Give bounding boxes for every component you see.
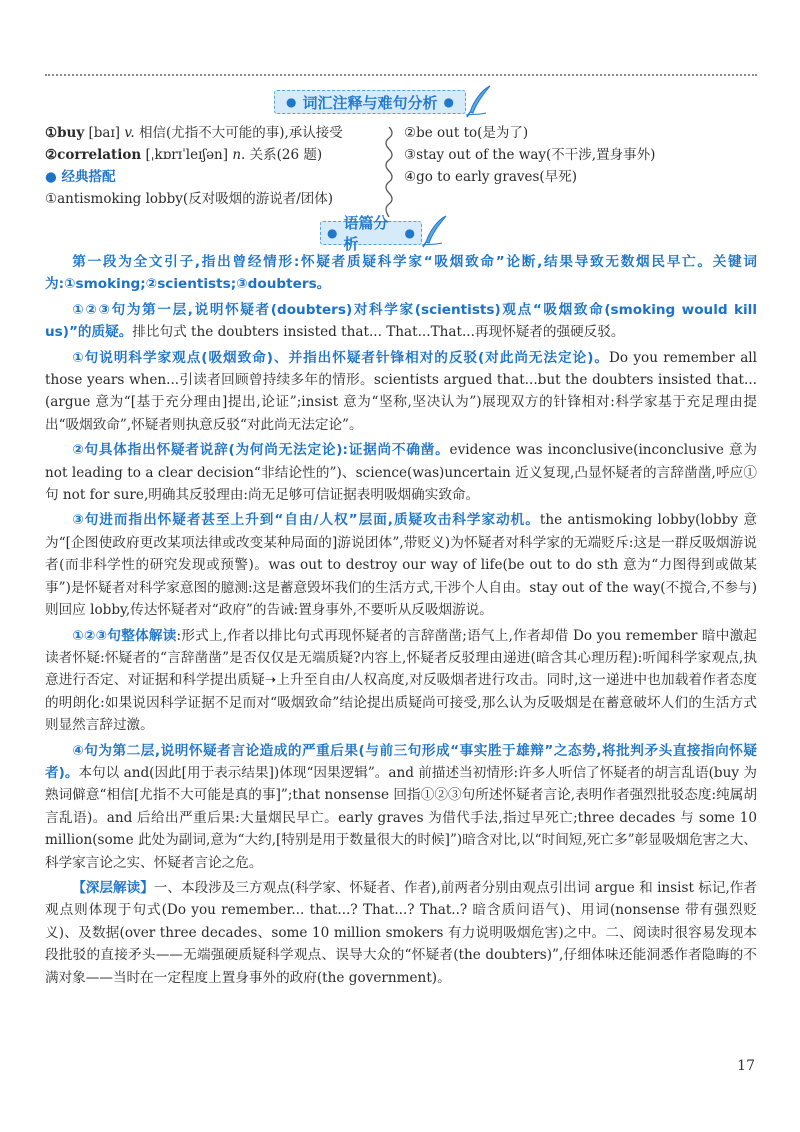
sentence2-heading: ②句具体指出怀疑者说辞(为何尚无法定论):证据尚不确凿。: [72, 442, 450, 459]
vocab-left-column: [45, 122, 385, 210]
vocab-entry-correlation: [45, 144, 385, 166]
deep-reading-text: 一、本段涉及三方观点(科学家、怀疑者、作者),前两者分别由观点引出词 argue 和 insist 标记,作者观点则体现于句式(Do you remember... that...? That...? That..? 暗含质问语气)、用词(nonsense 带有强烈贬义)、及数据(over three decades、some 10 million smokers 有力说明吸烟危害)之中。二、阅读时很容易发现本段批驳的直接矛头——无端强硬质疑科学观点、误导大众的“怀疑者(the doubters)”,仔细体味还能洞悉作者隐晦的不满对象——当时在一定程度上置身事外的政府(the government)。: [45, 879, 757, 986]
banner-dot-icon: ●: [404, 226, 415, 240]
paragraph-overall: [45, 625, 757, 737]
sentence3-heading: ③句进而指出怀疑者甚至上升到“自由/人权”层面,质疑攻击科学家动机。: [72, 512, 540, 529]
vocab-definition: 相信(尤指不大可能的事),承认接受: [138, 125, 343, 141]
overall-heading: ①②③句整体解读: [72, 627, 177, 644]
paragraph-layer1: [45, 299, 757, 344]
paragraph-deep-reading: [45, 877, 757, 989]
phrase-entry: ④go to early graves(早死): [404, 169, 577, 185]
top-dotted-rule: [45, 74, 757, 76]
paragraph-layer2: [45, 740, 757, 874]
paragraph-intro: [45, 251, 757, 296]
vocab-pos: v.: [124, 125, 135, 141]
phrase-entry: ②be out to(是为了): [404, 125, 529, 141]
page-number: 17: [737, 1058, 755, 1074]
vocab-phonetic: [baɪ]: [88, 125, 121, 141]
quill-icon: [420, 214, 450, 248]
banner-dot-icon: ●: [286, 95, 297, 109]
quill-icon: [464, 84, 494, 118]
vocab-section-banner: [274, 90, 466, 114]
vocab-entry-buy: [45, 122, 385, 144]
phrase-entry: ③stay out of the way(不干涉,置身事外): [404, 147, 656, 163]
paragraph-sentence1: [45, 347, 757, 437]
discourse-section-title: 语篇分析: [343, 214, 389, 253]
collocation-entry: ①antismoking lobby(反对吸烟的游说者/团体): [45, 191, 334, 207]
layer1-heading: ①②③句为第一层,说明怀疑者(doubters)对科学家(scientists)观点“吸烟致命(smoking would kill us)”的质疑。: [45, 301, 757, 341]
sentence1-text: Do you remember all those years when...引读者回顾曾持续多年的情形。scientists argued that...but the doubters insisted that...(argue 意为“[基于充分理由]提出,论证”;insist 意为“坚称,坚决认为”)展现双方的针锋相对:科学家基于充足理由提出“吸烟致命”,怀疑者则执意反驳“对此尚无法定论”。: [45, 349, 758, 433]
deep-reading-label: 【深层解读】: [72, 879, 154, 896]
paragraph-sentence3: [45, 509, 757, 621]
layer1-text: 排比句式 the doubters insisted that... That...That...再现怀疑者的强硬反驳。: [132, 324, 625, 341]
vocab-phonetic: [ˌkɒrɪˈleɪʃən]: [145, 147, 229, 163]
analysis-body: [45, 251, 757, 992]
vocab-pos: n.: [232, 147, 246, 163]
paragraph-sentence2: [45, 439, 757, 506]
vocab-section-title: 词汇注释与难句分析: [302, 93, 438, 112]
banner-dot-icon: ●: [327, 226, 338, 240]
sentence3-text: the antismoking lobby(lobby 意为“[企图使政府更改某项法律或改变某种局面的]游说团体”,带贬义)为怀疑者对科学家的无端贬斥:这是一群反吸烟游说者(而非科学性的研究发现或预警)。was out to destroy our way of life(be out to do sth 意为“力图得到或做某事”)是怀疑者对科学家意图的臆测:这是蓄意毁坏我们的生活方式,干涉个人自由。stay out of the way(不搅合,不参与)则回应 lobby,传达怀疑者对“政府”的告诫:置身事外,不要听从反吸烟游说。: [45, 512, 757, 619]
vocab-word: ②correlation: [45, 147, 142, 163]
sentence1-heading: ①句说明科学家观点(吸烟致命)、并指出怀疑者针锋相对的反驳(对此尚无法定论)。: [72, 349, 609, 366]
vocab-definition: 关系(26 题): [249, 147, 323, 163]
layer2-heading: ④句为第二层,说明怀疑者言论造成的严重后果(与前三句形成“事实胜于雄辩”之态势,将批判矛头直接指向怀疑者)。: [45, 742, 757, 781]
chain-divider-icon: [383, 127, 395, 217]
intro-summary: 第一段为全文引子,指出曾经情形:怀疑者质疑科学家“吸烟致命”论断,结果导致无数烟民早亡。关键词为:①smoking;②scientists;③doubters。: [45, 254, 757, 293]
collocation-heading: ● 经典搭配: [45, 169, 116, 185]
layer2-text: 本句以 and(因此[用于表示结果])体现“因果逻辑”。and 前描述当初情形:许多人听信了怀疑者的胡言乱语(buy 为熟词僻意“相信[尤指不大可能是真的事]”;that nonsense 回指①②③句所述怀疑者言论,表明作者强烈批驳态度:纯属胡言乱语)。and 后给出严重后果:大量烟民早亡。early graves 为借代手法,指过早死亡;three decades 与 some 10 million(some 此处为副词,意为“大约,[特别是用于数量很大的时候]”)暗含对比,以“时间短,死亡多”彰显吸烟危害之大、科学家言论之实、怀疑者言论之危。: [45, 764, 757, 871]
sentence2-text: evidence was inconclusive(inconclusive 意为 not leading to a clear decision“非结论性的”)、science(was)uncertain 近义复现,凸显怀疑者的言辞凿凿,呼应①句 not for sure,明确其反驳理由:尚无足够可信证据表明吸烟确实致命。: [45, 442, 757, 504]
vocab-right-column: [404, 122, 764, 188]
vocab-word: ①buy: [45, 125, 85, 141]
discourse-section-banner: [320, 214, 422, 253]
banner-dot-icon: ●: [443, 95, 454, 109]
overall-text: :形式上,作者以排比句式再现怀疑者的言辞凿凿;语气上,作者却借 Do you remember 暗中激起读者怀疑:怀疑者的“言辞凿凿”是否仅仅是无端质疑?内容上,怀疑者反驳理由递进(暗含其心理历程):听闻科学家观点,执意进行否定、对证据和科学提出质疑➝上升至自由/人权高度,对反吸烟者进行攻击。同时,这一递进中也加载着作者态度的明朗化:如果说因科学证据不足而对“吸烟致命”结论提出质疑尚可接受,那么认为反吸烟是在蓄意破坏人们的生活方式则显然言辞过激。: [45, 627, 757, 734]
